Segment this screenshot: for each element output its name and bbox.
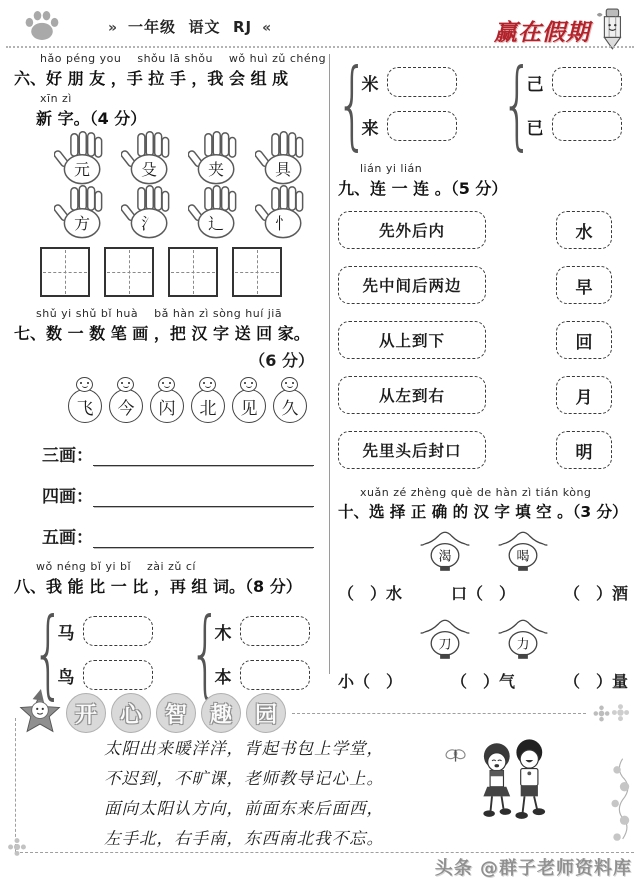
section-ten-title: 十、选 择 正 确 的 汉 字 填 空 。（3 分） xyxy=(338,503,628,521)
lantern-icon xyxy=(497,526,549,575)
match-row xyxy=(338,376,630,414)
children-cartoon xyxy=(466,738,562,826)
hands-row-1 xyxy=(54,131,326,185)
hand-character: 忄 xyxy=(275,213,291,233)
hand-character: 元 xyxy=(74,159,90,179)
section-six xyxy=(14,52,326,297)
character-box: 明 xyxy=(556,431,612,469)
hands-row-2 xyxy=(54,185,326,239)
brand-logo xyxy=(494,6,628,50)
section-six-pinyin-1: hǎo péng you shǒu lā shǒu wǒ huì zǔ chéng xyxy=(40,52,327,65)
lantern-character: 刀 xyxy=(438,637,452,653)
hand-character: 辶 xyxy=(208,213,224,233)
hand-icon xyxy=(188,185,246,239)
hand-icon xyxy=(54,185,112,239)
stroke-order-rule-box: 先中间后两边 xyxy=(338,266,486,304)
snowman-figure xyxy=(150,377,184,425)
flower-icons xyxy=(592,703,630,724)
blank-line-three-strokes xyxy=(42,441,314,466)
hand-character: 方 xyxy=(74,213,90,233)
fun-title-character: 开 xyxy=(66,693,106,733)
blank-line-four-strokes xyxy=(42,482,314,507)
snowman-figure xyxy=(68,377,102,425)
pair-group-mi-lai xyxy=(344,56,457,152)
fun-title-character: 园 xyxy=(246,693,286,733)
fun-title xyxy=(66,693,286,733)
section-seven-pinyin: shǔ yi shǔ bǐ huà bǎ hàn zì sòng huí jiā xyxy=(36,307,283,320)
edition-label: RJ xyxy=(232,18,253,36)
pair-character: 马 xyxy=(57,623,75,644)
star-mascot-icon xyxy=(16,688,64,738)
snowman-face-icon xyxy=(117,377,134,392)
flower-vine-decoration xyxy=(604,758,632,848)
poem-line: 不迟到，不旷课，老师教导记心上。 xyxy=(104,769,384,788)
stroke-order-rule-box: 从上到下 xyxy=(338,321,486,359)
snowman-face-icon xyxy=(76,377,93,392)
match-row xyxy=(338,211,630,249)
pair-character: 米 xyxy=(361,74,379,95)
fun-title-character: 智 xyxy=(156,693,196,733)
subject-label: 语文 xyxy=(188,18,221,36)
snowman-face-icon xyxy=(240,377,257,392)
word-answer-box xyxy=(552,67,622,97)
snowman-figure xyxy=(232,377,266,425)
match-row xyxy=(338,266,630,304)
fill-blank: （ ）气 xyxy=(450,672,515,691)
pair-character: 已 xyxy=(526,118,544,139)
match-row xyxy=(338,431,630,469)
hand-character: 殳 xyxy=(141,159,157,179)
answer-rule xyxy=(93,527,314,548)
lantern-icon xyxy=(497,614,549,663)
butterfly-icon xyxy=(444,746,468,768)
section-eight-pinyin: wǒ néng bǐ yi bǐ zài zǔ cí xyxy=(36,560,196,573)
section-nine-title: 九、连 一 连 。（5 分） xyxy=(338,179,508,198)
word-answer-box xyxy=(83,616,153,646)
snowman-figure xyxy=(273,377,307,425)
word-answer-box xyxy=(552,111,622,141)
column-divider xyxy=(329,54,330,674)
fun-title-character: 心 xyxy=(111,693,151,733)
hand-icon xyxy=(255,185,313,239)
snowman-character: 久 xyxy=(273,389,307,423)
section-seven-score: （6 分） xyxy=(249,351,314,370)
fun-garden-section xyxy=(0,686,640,879)
page-header xyxy=(0,4,640,44)
answer-rule xyxy=(93,486,314,507)
corner-flower-icon xyxy=(6,836,28,858)
section-six-title-2: 新 字。（4 分） xyxy=(36,109,147,128)
poem-line: 面向太阳认方向，前面东来后面西， xyxy=(104,799,384,818)
word-answer-box xyxy=(387,111,457,141)
pair-group-ji-yi xyxy=(509,56,622,152)
snowman-face-icon xyxy=(158,377,175,392)
pairs-row-right xyxy=(344,56,630,152)
right-column xyxy=(338,52,630,692)
stroke-order-rule-box: 从左到右 xyxy=(338,376,486,414)
lantern-row-2 xyxy=(338,614,630,663)
snowman-character: 闪 xyxy=(150,389,184,423)
logo-text: 赢在假期 xyxy=(494,20,590,46)
tian-grid-box xyxy=(232,247,282,297)
fill-blank: 小（ ） xyxy=(338,672,403,691)
brace-icon xyxy=(509,56,525,152)
lantern-icon xyxy=(419,526,471,575)
hand-character: 夹 xyxy=(208,159,224,179)
snowmen-row xyxy=(68,377,326,425)
stroke-order-rule-box: 先里头后封口 xyxy=(338,431,486,469)
blank-line-five-strokes xyxy=(42,523,314,548)
poem xyxy=(104,734,384,854)
character-box: 早 xyxy=(556,266,612,304)
pair-character: 木 xyxy=(214,623,232,644)
section-ten-pinyin: xuǎn zé zhèng què de hàn zì tián kòng xyxy=(360,486,592,499)
fun-left-border xyxy=(15,718,16,852)
hand-character: 氵 xyxy=(141,213,157,233)
pair-character: 本 xyxy=(214,667,232,688)
section-seven-title: 七、数 一 数 笔 画 ，把 汉 字 送 回 家。 xyxy=(14,324,310,343)
lantern-icon xyxy=(419,614,471,663)
snowman-face-icon xyxy=(281,377,298,392)
snowman-face-icon xyxy=(199,377,216,392)
lantern-character: 力 xyxy=(516,637,530,653)
hand-icon xyxy=(121,131,179,185)
fill-blank: 口（ ） xyxy=(450,584,515,603)
tian-grid-box xyxy=(104,247,154,297)
lantern-character: 渴 xyxy=(438,549,452,565)
snowman-figure xyxy=(109,377,143,425)
lantern-character: 喝 xyxy=(516,549,530,565)
answer-rule xyxy=(93,445,314,466)
stroke-order-rule-box: 先外后内 xyxy=(338,211,486,249)
snowman-figure xyxy=(191,377,225,425)
paw-print-icon xyxy=(22,8,62,44)
fill-blank: （ ）酒 xyxy=(563,584,628,603)
snowman-character: 今 xyxy=(109,389,143,423)
snowman-character: 飞 xyxy=(68,389,102,423)
left-column xyxy=(14,52,326,701)
section-eight-title: 八、我 能 比 一 比 ，再 组 词。（8 分） xyxy=(14,577,302,596)
section-nine xyxy=(338,162,630,469)
pencil-mascot-icon xyxy=(594,6,628,50)
hand-icon xyxy=(255,131,313,185)
blank-label: 五画： xyxy=(42,528,93,548)
pair-character: 来 xyxy=(361,118,379,139)
answer-grid-row xyxy=(40,247,326,297)
matching-area xyxy=(338,211,630,469)
character-box: 月 xyxy=(556,376,612,414)
snowman-character: 见 xyxy=(232,389,266,423)
header-divider xyxy=(6,46,634,48)
hand-character: 具 xyxy=(275,159,291,179)
hand-icon xyxy=(54,131,112,185)
poem-line: 左手北，右手南，东西南北我不忘。 xyxy=(104,829,384,848)
section-nine-pinyin: lián yi lián xyxy=(360,162,423,175)
grade-label: 一年级 xyxy=(128,18,177,36)
poem-line: 太阳出来暖洋洋，背起书包上学堂， xyxy=(104,739,384,758)
blank-label: 四画： xyxy=(42,487,93,507)
blank-label: 三画： xyxy=(42,446,93,466)
section-ten xyxy=(338,486,630,692)
fill-blank-row-1 xyxy=(338,581,630,604)
section-seven xyxy=(14,307,326,548)
fill-blank: （ ）水 xyxy=(338,584,403,603)
fun-header xyxy=(16,688,630,738)
fun-title-character: 趣 xyxy=(201,693,241,733)
hand-icon xyxy=(121,185,179,239)
pair-character: 鸟 xyxy=(57,667,75,688)
brace-icon xyxy=(344,56,360,152)
word-answer-box xyxy=(240,616,310,646)
section-six-pinyin-2: xīn zì xyxy=(40,92,72,105)
character-box: 回 xyxy=(556,321,612,359)
character-box: 水 xyxy=(556,211,612,249)
word-answer-box xyxy=(387,67,457,97)
pair-character: 己 xyxy=(526,74,544,95)
section-six-title-1: 六、好 朋 友 ，手 拉 手 ，我 会 组 成 xyxy=(14,69,289,88)
fun-dotted-line xyxy=(292,713,586,714)
header-course-label xyxy=(98,16,282,37)
match-row xyxy=(338,321,630,359)
watermark-text: 头条 @群子老师资料库 xyxy=(434,858,632,879)
lantern-row-1 xyxy=(338,526,630,575)
arrows-left-icon: « xyxy=(262,20,273,36)
tian-grid-box xyxy=(40,247,90,297)
arrows-right-icon: » xyxy=(108,20,119,36)
tian-grid-box xyxy=(168,247,218,297)
section-eight xyxy=(14,560,326,701)
hand-icon xyxy=(188,131,246,185)
snowman-character: 北 xyxy=(191,389,225,423)
fill-blank: （ ）量 xyxy=(563,672,628,691)
